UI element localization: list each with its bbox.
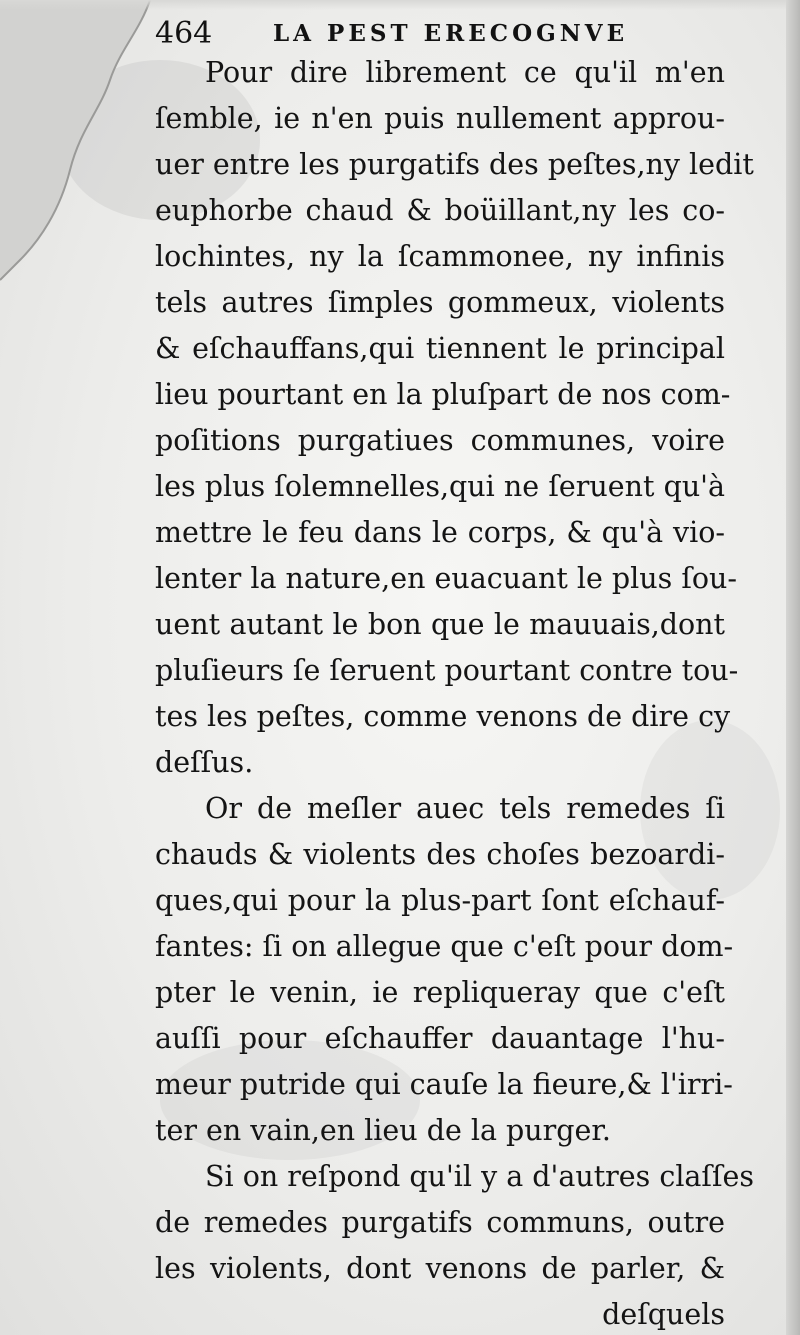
text-line: uer entre les purgatifs des peſtes,ny ledit (155, 148, 754, 181)
text-line: fantes: ſi on allegue que c'eſt pour dom- (155, 930, 734, 963)
text-line: les plus ſolemnelles,qui ne ſeruent qu'à (155, 470, 725, 503)
text-line: les violents, dont venons de parler, & (155, 1252, 725, 1285)
text-line: deſſus. (155, 746, 254, 779)
paragraph-2 (155, 786, 734, 1154)
text-line: uent autant le bon que le mauuais,dont (155, 608, 725, 641)
text-line: mettre le feu dans le corps, & qu'à vio- (155, 516, 725, 549)
text-line: chauds & violents des choſes bezoardi- (155, 838, 725, 871)
text-line: auſſi pour eſchauffer dauantage l'hu- (155, 1022, 725, 1055)
page-top-shadow (0, 0, 800, 10)
text-line: de remedes purgatifs communs, outre (155, 1206, 725, 1239)
text-line: ter en vain,en lieu de la purger. (155, 1114, 611, 1147)
text-line: Or de meſler auec tels remedes ſi (205, 792, 725, 825)
text-line: lieu pourtant en la pluſpart de nos com- (155, 378, 731, 411)
text-line: euphorbe chaud & boüillant,ny les co- (155, 194, 725, 227)
body-text (155, 50, 755, 1335)
page-number: 464 (155, 16, 213, 51)
catchword: deſquels (602, 1298, 725, 1331)
text-line: pluſieurs ſe ſeruent pourtant contre tou- (155, 654, 739, 687)
text-line: lochintes, ny la ſcammonee, ny infinis (155, 240, 725, 273)
text-line: meur putride qui cauſe la fieure,& l'irri- (155, 1068, 733, 1101)
text-line: Pour dire librement ce qu'il m'en (205, 56, 725, 89)
text-line: Si on reſpond qu'il y a d'autres claſſes (205, 1160, 755, 1193)
text-line: ques,qui pour la plus-part ſont eſchauf- (155, 884, 725, 917)
running-head: LA PEST ERECOGNVE (273, 20, 629, 47)
text-line: tes les peſtes, comme venons de dire cy (155, 700, 731, 733)
text-line: & eſchauffans,qui tiennent le principal (155, 332, 725, 365)
text-line: tels autres ſimples gommeux, violents (155, 286, 725, 319)
text-line: ſemble, ie n'en puis nullement approu- (155, 102, 725, 135)
paragraph-3 (155, 1154, 755, 1292)
page-gutter-shadow (786, 0, 800, 1335)
text-line: pter le venin, ie repliqueray que c'eſt (155, 976, 725, 1009)
paragraph-1 (155, 50, 754, 786)
text-line: poſitions purgatiues communes, voire (155, 424, 725, 457)
text-line: lenter la nature,en euacuant le plus ſou- (155, 562, 738, 595)
